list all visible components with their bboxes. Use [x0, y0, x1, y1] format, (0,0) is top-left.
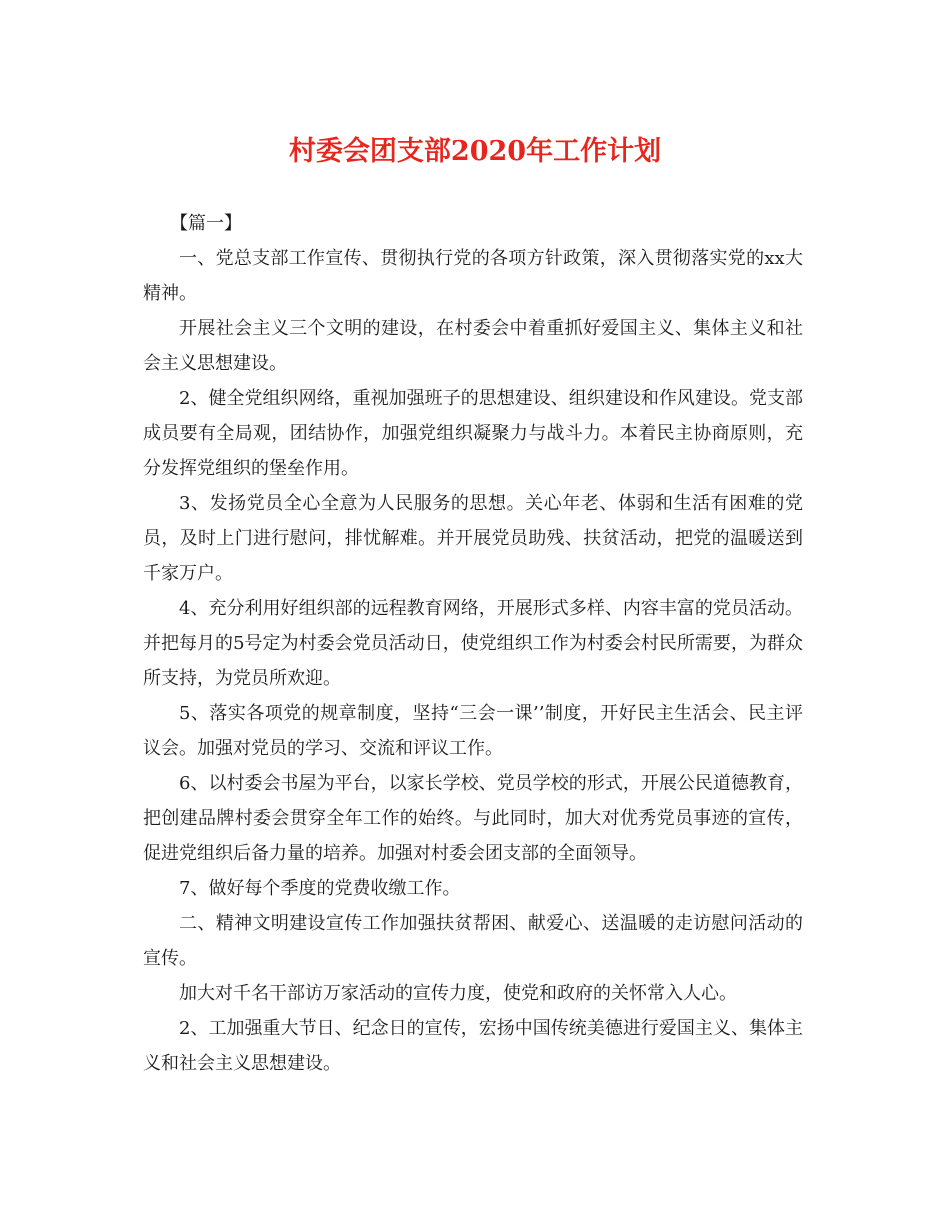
paragraph-10: 加大对千名干部访万家活动的宣传力度，使党和政府的关怀常入人心。 — [179, 983, 737, 1004]
paragraph-6: 5、落实各项党的规章制度，坚持“三会一课’’制度，开好民主生活会、民主评议会。加强对党员的学习、交流和评议工作。 — [143, 703, 803, 759]
paragraph-2: 开展社会主义三个文明的建设，在村委会中着重抓好爱国主义、集体主义和社会主义思想建设。 — [143, 318, 803, 374]
paragraph-5: 4、充分利用好组织部的远程教育网络，开展形式多样、内容丰富的党员活动。并把每月的5号定为村委会党员活动日，使党组织工作为村委会村民所需要，为群众所支持，为党员所欢迎。 — [143, 598, 803, 689]
paragraph-11: 2、工加强重大节日、纪念日的宣传，宏扬中国传统美德进行爱国主义、集体主义和社会主义思想建设。 — [143, 1018, 803, 1074]
paragraph-1: 一、党总支部工作宣传、贯彻执行党的各项方针政策，深入贯彻落实党的xx大精神。 — [143, 248, 803, 304]
paragraph-9: 二、精神文明建设宣传工作加强扶贫帮困、献爱心、送温暖的走访慰问活动的宣传。 — [143, 913, 803, 969]
paragraph-7: 6、以村委会书屋为平台，以家长学校、党员学校的形式，开展公民道德教育，把创建品牌村委会贯穿全年工作的始终。与此同时，加大对优秀党员事迹的宣传，促进党组织后备力量的培养。加强对村委会团支部的全面领导。 — [143, 773, 803, 864]
paragraph-8: 7、做好每个季度的党费收缴工作。 — [179, 878, 461, 899]
paragraph-4: 3、发扬党员全心全意为人民服务的思想。关心年老、体弱和生活有困难的党员，及时上门进行慰问，排忧解难。并开展党员助残、扶贫活动，把党的温暖送到千家万户。 — [143, 493, 803, 584]
paragraph-3: 2、健全党组织网络，重视加强班子的思想建设、组织建设和作风建设。党支部成员要有全局观，团结协作，加强党组织凝聚力与战斗力。本着民主协商原则，充分发挥党组织的堡垒作用。 — [143, 388, 803, 479]
document-title: 村委会团支部2020年工作计划 — [288, 136, 662, 167]
section-marker: 【篇一】 — [170, 213, 242, 234]
document-body — [143, 206, 803, 1081]
